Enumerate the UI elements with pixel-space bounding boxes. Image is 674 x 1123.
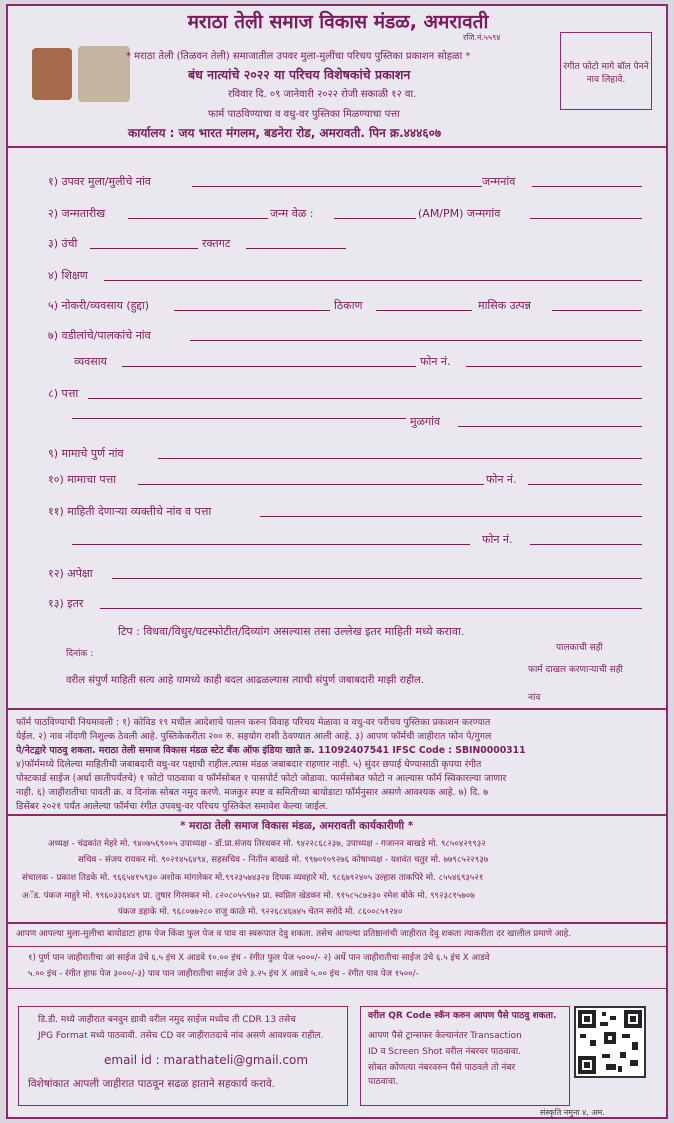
committee-row-5: पंकज डहाके मो. ९६८०७७२८० राजु काळे मो. ९२२६८४६७४५ चेतन सरोदे मो. ८६००८५१२४० xyxy=(118,907,403,917)
field-label-dob: २) जन्मतारीख xyxy=(48,207,106,220)
dob-input-line[interactable] xyxy=(128,218,268,219)
expectations-input-line[interactable] xyxy=(112,578,642,579)
payment-note-2: ID व Screen Shot वरील नंबरवर पाठवावा. xyxy=(368,1047,521,1057)
rules-line-2: येईल. २) नाव नोंदणी निशुल्क ठेवली आहे. पुस्तिकेकरीता २०० रु. सहयोग राशी ठेवण्यात आली आहे. ३) आपण फॉर्मची जाहीरात फोन पे/गुगल xyxy=(16,731,492,742)
contact-email[interactable]: email id : marathateli@gmail.com xyxy=(104,1053,309,1067)
committee-heading: * मराठा तेली समाज विकास मंडळ, अमरावती कार्यकारीणी * xyxy=(180,820,414,832)
founder-portrait-1 xyxy=(32,48,72,100)
field-label-name: १) उपवर मुला/मुलीचे नांव xyxy=(48,175,151,188)
header-divider xyxy=(8,146,666,148)
address-intro: फार्म पाठविण्याचा व वधु-वर पुस्तिका मिळण्याचा पत्ता xyxy=(208,109,400,120)
payment-qr-code[interactable] xyxy=(574,1006,646,1078)
rules-line-7: डिसेंबर २०२१ पर्यंत आलेल्या फॉर्मचा रंगीत उपवधु-वर परिचय पुस्तिकेत समावेश केल्या जाईल. xyxy=(16,801,329,812)
field-label-height: ३) उंची xyxy=(48,237,78,250)
field-label-other: १३) इतर xyxy=(48,597,84,610)
field-label-location: ठिकाण xyxy=(334,299,363,312)
founder-photos xyxy=(18,46,128,106)
address-input-line-1[interactable] xyxy=(88,398,642,399)
occupation-input-line[interactable] xyxy=(174,310,330,311)
rules-line-5: पोस्टकार्ड साईज (अर्धा छातीपर्यंतचे) १ फोटो पाठवावा व फॉर्मसोबत १ पासपोर्ट फोटो जोडावा. फार्मसोबत फोटो न आल्यास फॉर्म स्विकारल्या जाणार xyxy=(16,773,507,784)
event-subtitle: * मराठा तेली (तिळवन तेली) समाजातील उपवर मुला-मुलींचा परिचय पुस्तिका प्रकाशन सोहळा * xyxy=(126,51,471,62)
education-input-line[interactable] xyxy=(104,280,642,281)
ads-intro-divider xyxy=(8,946,666,947)
payment-note-3: सोबत कोणत्या नंबरवरुन पैसे पाठवले तो नंबर xyxy=(368,1063,516,1073)
rules-line-1: फॉर्म पाठविण्याची नियमावली : १) कोविड १९ मधील आदेशाचे पालन करुन विवाह परिचय मेळावा व वधु-वर परीचय पुस्तिका प्रकाशन करण्यात xyxy=(16,717,491,728)
rules-line-6: नाही. ६) जाहीरातीचा पावती क्र. व दिनांक सोबत नमुद करणे. मजकुर स्पष्ट व समितीच्या बायोडाटा फॉर्मनुसार असणे आवश्यक आहे. ७) दि. ७ xyxy=(16,787,489,798)
height-input-line[interactable] xyxy=(90,248,198,249)
blood-group-input-line[interactable] xyxy=(246,248,346,249)
committee-divider xyxy=(8,814,666,816)
committee-row-1: अध्यक्ष - चंद्रकांत मेहरे मो. ९४०७५६९००५ उपाध्यक्ष - डॉ.प्रा.संजय तिरथकर मो. ९४२२८६८२३७, उपाध्यक्ष - गजानन बाखडे मो. ९८५०४२९९३२ xyxy=(48,839,486,849)
address-input-line-2[interactable] xyxy=(72,418,406,419)
registration-number: रजि.नं.५५९४ xyxy=(463,33,501,42)
ads-divider xyxy=(8,922,666,924)
father-occupation-input-line[interactable] xyxy=(122,366,416,367)
ads-intro: आपण आपल्या मुला-मुलीचा बायोडाटा हाफ पेज किंवा फुल पेज व पाव वा स्वरूपात देवु शकता. तसेच आपल्या प्रतिष्ठानांची जाहीरात देवु शकता त्याकरीता दर खालील प्रमाणे आहे. xyxy=(16,929,571,939)
field-label-address: ८) पत्ता xyxy=(48,387,79,400)
native-place-input-line[interactable] xyxy=(458,426,642,427)
photo-instruction-box: रंगीत फोटो मागे बॉल पेनने नाव लिहावे. xyxy=(560,32,652,110)
ad-instruction-2: JPG Format मध्ये पाठवावी. तसेच CD वर जाहीरातदाचे नांव असणे आवश्यक राहील. xyxy=(38,1031,324,1041)
uncle-address-input-line[interactable] xyxy=(138,484,484,485)
field-label-birth-name: जन्मनांव xyxy=(482,175,516,188)
birth-name-input-line[interactable] xyxy=(532,186,642,187)
printer-credit: संस्कृति नमुना ४, अम. xyxy=(540,1108,605,1117)
informant-phone-input-line[interactable] xyxy=(530,544,642,545)
other-input-line[interactable] xyxy=(100,608,642,609)
publication-title: बंध नात्यांचे २०२२ या परिचय विशेषकांचे प्रकाशन xyxy=(188,67,411,82)
field-label-uncle-name: ९) मामाचे पुर्ण नांव xyxy=(48,447,124,460)
field-label-birth-place: (AM/PM) जन्मगांव xyxy=(418,207,501,220)
birth-place-input-line[interactable] xyxy=(530,218,642,219)
ad-rate-line-2: ५.०० इंच - रंगीत हाफ पेज ३०००/-३) पाव पान जाहीरातीचा साईज उंचे ३.२५ इंच X आडवे ५.०० इंच - रंगीत पाव पेज १५००/- xyxy=(28,969,419,979)
committee-row-2: सचिव - संजय रायकर मो. ९०२१४५६४९४, सहसचिव - नितीन बाखडे मो. ९९७०१०९२७६ कोषाध्यक्ष - यशवंत चतुर मो. ७७९८५२२९३७ xyxy=(78,855,489,865)
payment-note-1: आपण पैसे ट्रान्सफर केल्यानंतर Transaction xyxy=(368,1031,522,1041)
form-sheet xyxy=(6,4,668,1119)
field-label-uncle-phone: फोन नं. xyxy=(486,473,517,486)
informant-input-line-1[interactable] xyxy=(260,516,642,517)
location-input-line[interactable] xyxy=(376,310,472,311)
uncle-phone-input-line[interactable] xyxy=(528,484,642,485)
field-label-expectations: १२) अपेक्षा xyxy=(48,567,93,580)
note-text: टिप : विधवा/विधुर/घटस्फोटीत/दिव्यांग असल्यास तसा उल्लेख इतर माहिती मध्ये करावा. xyxy=(118,625,465,638)
committee-row-4: अॅड. पंकज माहुरे मो. ९९६०३३६४४९ प्रा. तुषार गिरमकर मो. ८२०८०५५९७२ प्रा. स्वप्निल खेडकर मो. ९१५८५८७२३० रमेश बोके मो. ९९२३८१५७०७ xyxy=(22,891,475,901)
ad-instruction-1: डि.डी. मध्ये जाहीरात बनवुन द्यावी वरील नमुद साईज मध्येच ती CDR 13 तसेच xyxy=(38,1015,296,1025)
field-label-birth-time: जन्म वेळ : xyxy=(270,207,314,220)
informant-input-line-2[interactable] xyxy=(72,544,470,545)
rates-divider xyxy=(8,988,666,989)
field-label-blood-group: रक्तगट xyxy=(202,237,231,250)
field-label-education: ४) शिक्षण xyxy=(48,269,88,282)
field-label-father-phone: फोन नं. xyxy=(420,355,451,368)
income-input-line[interactable] xyxy=(552,310,642,311)
field-label-native-place: मुळगांव xyxy=(410,415,441,428)
rules-line-4: ४)फॉर्ममध्ये दिलेल्या माहितीची जबाबदारी वधु-वर पक्षाची राहील.त्यास मंडळ जबाबदार राहणार नाही. ५) सुंदर छपाई घेण्यासाठी कृपया रंगीत xyxy=(16,759,482,770)
field-label-informant-phone: फोन नं. xyxy=(482,533,513,546)
birth-time-input-line[interactable] xyxy=(334,218,416,219)
rules-line-3: पे/नेटद्वारे पाठवु शकता. मराठा तेली समाज विकास मंडळ स्टेट बँक ऑफ इंडिया खाते क्र. 11092407541 IFSC Code : SBIN0000311 xyxy=(16,745,526,756)
father-phone-input-line[interactable] xyxy=(466,366,642,367)
declaration-text: वरील संपुर्ण माहिती सत्य आहे यामध्ये काही बदल आढळल्यास त्याची संपुर्ण जबाबदारी माझी राहील. xyxy=(66,675,425,686)
guardian-signature-label: पालकाची सही xyxy=(556,643,603,653)
page-title: मराठा तेली समाज विकास मंडळ, अमरावती xyxy=(187,11,489,33)
filler-signature-label: फार्म दाखल करणाऱ्याची सही xyxy=(528,665,623,675)
field-label-income: मासिक उत्पन्न xyxy=(478,299,531,312)
field-label-informant: ११) माहिती देणाऱ्या व्यक्तीचे नांव व पत्ता xyxy=(48,505,212,518)
committee-row-3: संचालक - प्रकाश तिडके मो. ९६६५४१५९३० अशोक मांगलेकर मो.९९२३५७४३२४ दिपक व्यवहारे मो. ९८६७९२४०५ उल्हास ताकपिरे मो. ८५५४६९३५२१ xyxy=(22,873,484,883)
uncle-name-input-line[interactable] xyxy=(158,458,642,459)
field-label-father-name: ७) वडीलांचे/पालकांचे नांव xyxy=(48,329,151,342)
name-input-line[interactable] xyxy=(192,186,482,187)
name-signature-label: नांव xyxy=(528,693,541,703)
office-address: कार्यालय : जय भारत मंगलम, बडनेरा रोड, अमरावती. पिन क्र.४४४६०७ xyxy=(128,126,442,140)
ad-appeal: विशेषांकात आपली जाहीरात पाठवून सढळ हाताने सहकार्य करावे. xyxy=(28,1078,276,1090)
payment-qr-note: वरील QR Code स्कॅन करुन आपण पैसे पाठवु शकता. xyxy=(368,1011,557,1021)
field-label-father-occupation: व्यवसाय xyxy=(74,355,107,368)
date-label: दिनांक : xyxy=(66,649,94,659)
ad-rate-line-1: १) पुर्ण पान जाहीरातीचा आ साईज उंचे ६.५ इंच X आडवे १०.०० इंच - रंगीत फुल पेज ५०००/- २) अर्धे पान जाहीरातीचा साईज उंचे ६.५ इंच X आडवे xyxy=(28,953,490,963)
founder-portrait-2 xyxy=(78,46,130,102)
field-label-uncle-address: १०) मामाचा पत्ता xyxy=(48,473,117,486)
event-date: रविवार दि. ०९ जानेवारी २०२२ रोजी सकाळी १२ वा. xyxy=(228,89,417,100)
field-label-occupation: ५) नोकरी/व्यवसाय (हुद्दा) xyxy=(48,299,149,312)
father-name-input-line[interactable] xyxy=(190,340,642,341)
payment-note-4: पाठवावा. xyxy=(368,1077,399,1087)
rules-divider xyxy=(8,708,666,710)
